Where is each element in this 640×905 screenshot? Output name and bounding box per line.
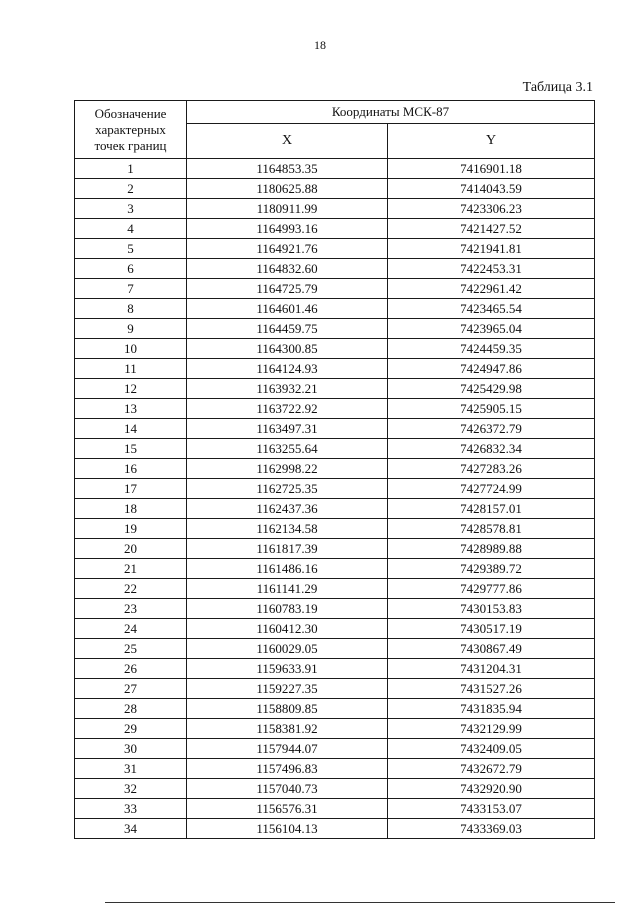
table-body (75, 159, 595, 839)
cell-point-id: 9 (75, 319, 187, 339)
table-row (75, 439, 595, 459)
cell-y: 7423306.23 (388, 199, 595, 219)
cell-point-id: 2 (75, 179, 187, 199)
cell-x: 1164993.16 (187, 219, 388, 239)
table-row (75, 579, 595, 599)
cell-point-id: 18 (75, 499, 187, 519)
coordinates-table (74, 100, 595, 839)
table-row (75, 779, 595, 799)
cell-x: 1180625.88 (187, 179, 388, 199)
cell-y: 7421941.81 (388, 239, 595, 259)
cell-y: 7424459.35 (388, 339, 595, 359)
header-designation-line-1: Обозначение (94, 105, 167, 121)
cell-x: 1157496.83 (187, 759, 388, 779)
cell-x: 1160029.05 (187, 639, 388, 659)
cell-point-id: 5 (75, 239, 187, 259)
cell-x: 1164725.79 (187, 279, 388, 299)
table-row (75, 639, 595, 659)
cell-x: 1158381.92 (187, 719, 388, 739)
cell-y: 7432129.99 (388, 719, 595, 739)
cell-x: 1161486.16 (187, 559, 388, 579)
cell-y: 7425429.98 (388, 379, 595, 399)
cell-y: 7428157.01 (388, 499, 595, 519)
cell-x: 1164459.75 (187, 319, 388, 339)
cell-point-id: 23 (75, 599, 187, 619)
table-row (75, 339, 595, 359)
cell-x: 1180911.99 (187, 199, 388, 219)
table-row (75, 239, 595, 259)
table-header (75, 101, 595, 159)
table-row (75, 619, 595, 639)
cell-y: 7423465.54 (388, 299, 595, 319)
cell-x: 1162134.58 (187, 519, 388, 539)
table-row (75, 399, 595, 419)
table-row (75, 319, 595, 339)
cell-x: 1164921.76 (187, 239, 388, 259)
cell-point-id: 8 (75, 299, 187, 319)
table-row (75, 379, 595, 399)
table-row (75, 759, 595, 779)
cell-point-id: 16 (75, 459, 187, 479)
table-row (75, 559, 595, 579)
cell-y: 7416901.18 (388, 159, 595, 179)
cell-y: 7425905.15 (388, 399, 595, 419)
table-row (75, 299, 595, 319)
cell-x: 1163497.31 (187, 419, 388, 439)
cell-y: 7426832.34 (388, 439, 595, 459)
cell-y: 7427724.99 (388, 479, 595, 499)
cell-y: 7427283.26 (388, 459, 595, 479)
cell-point-id: 26 (75, 659, 187, 679)
table-row (75, 799, 595, 819)
table-caption: Таблица 3.1 (522, 80, 593, 95)
cell-point-id: 30 (75, 739, 187, 759)
cell-point-id: 19 (75, 519, 187, 539)
cell-x: 1158809.85 (187, 699, 388, 719)
cell-x: 1162998.22 (187, 459, 388, 479)
cell-x: 1160412.30 (187, 619, 388, 639)
table-row (75, 259, 595, 279)
cell-y: 7430867.49 (388, 639, 595, 659)
cell-x: 1163932.21 (187, 379, 388, 399)
cell-x: 1157040.73 (187, 779, 388, 799)
table-row (75, 599, 595, 619)
cell-y: 7414043.59 (388, 179, 595, 199)
cell-point-id: 10 (75, 339, 187, 359)
table-row (75, 719, 595, 739)
table-row (75, 159, 595, 179)
cell-x: 1161141.29 (187, 579, 388, 599)
header-designation-line-3: точек границ (94, 137, 167, 153)
cell-y: 7431835.94 (388, 699, 595, 719)
table-row (75, 219, 595, 239)
header-x: X (187, 124, 388, 159)
cell-y: 7432672.79 (388, 759, 595, 779)
table-row (75, 659, 595, 679)
cell-point-id: 29 (75, 719, 187, 739)
cell-point-id: 24 (75, 619, 187, 639)
table-row (75, 499, 595, 519)
cell-point-id: 34 (75, 819, 187, 839)
table-row (75, 419, 595, 439)
cell-point-id: 14 (75, 419, 187, 439)
table-row (75, 739, 595, 759)
cell-point-id: 3 (75, 199, 187, 219)
table-row (75, 699, 595, 719)
table-row (75, 199, 595, 219)
cell-y: 7422961.42 (388, 279, 595, 299)
cell-x: 1159633.91 (187, 659, 388, 679)
table-row (75, 479, 595, 499)
cell-y: 7432409.05 (388, 739, 595, 759)
table-row (75, 519, 595, 539)
table-row (75, 459, 595, 479)
cell-x: 1162725.35 (187, 479, 388, 499)
cell-y: 7431527.26 (388, 679, 595, 699)
cell-point-id: 12 (75, 379, 187, 399)
table-row (75, 679, 595, 699)
cell-point-id: 25 (75, 639, 187, 659)
cell-y: 7433369.03 (388, 819, 595, 839)
header-designation-line-2: характерных (95, 121, 166, 137)
cell-x: 1161817.39 (187, 539, 388, 559)
cell-point-id: 31 (75, 759, 187, 779)
cell-y: 7432920.90 (388, 779, 595, 799)
cell-y: 7421427.52 (388, 219, 595, 239)
cell-point-id: 28 (75, 699, 187, 719)
table-row (75, 819, 595, 839)
cell-point-id: 17 (75, 479, 187, 499)
cell-point-id: 1 (75, 159, 187, 179)
cell-y: 7424947.86 (388, 359, 595, 379)
cell-y: 7422453.31 (388, 259, 595, 279)
cell-point-id: 32 (75, 779, 187, 799)
cell-y: 7428989.88 (388, 539, 595, 559)
cell-y: 7429777.86 (388, 579, 595, 599)
page-number: 18 (314, 38, 326, 52)
cell-x: 1164601.46 (187, 299, 388, 319)
cell-x: 1157944.07 (187, 739, 388, 759)
cell-y: 7423965.04 (388, 319, 595, 339)
cell-point-id: 4 (75, 219, 187, 239)
cell-y: 7430153.83 (388, 599, 595, 619)
cell-x: 1156104.13 (187, 819, 388, 839)
cell-point-id: 6 (75, 259, 187, 279)
cell-point-id: 33 (75, 799, 187, 819)
header-coordinates-group: Координаты МСК-87 (187, 101, 595, 124)
cell-point-id: 7 (75, 279, 187, 299)
cell-x: 1159227.35 (187, 679, 388, 699)
cell-y: 7426372.79 (388, 419, 595, 439)
cell-x: 1162437.36 (187, 499, 388, 519)
cell-x: 1164124.93 (187, 359, 388, 379)
table-row (75, 179, 595, 199)
header-y: Y (388, 124, 595, 159)
cell-y: 7429389.72 (388, 559, 595, 579)
cell-x: 1156576.31 (187, 799, 388, 819)
cell-y: 7433153.07 (388, 799, 595, 819)
cell-point-id: 21 (75, 559, 187, 579)
scan-edge-line (105, 902, 615, 903)
cell-x: 1163255.64 (187, 439, 388, 459)
cell-point-id: 13 (75, 399, 187, 419)
cell-x: 1164832.60 (187, 259, 388, 279)
cell-point-id: 20 (75, 539, 187, 559)
header-designation (75, 101, 187, 159)
cell-point-id: 22 (75, 579, 187, 599)
cell-x: 1164300.85 (187, 339, 388, 359)
cell-y: 7431204.31 (388, 659, 595, 679)
cell-x: 1160783.19 (187, 599, 388, 619)
cell-point-id: 11 (75, 359, 187, 379)
cell-y: 7430517.19 (388, 619, 595, 639)
cell-x: 1163722.92 (187, 399, 388, 419)
table-row (75, 539, 595, 559)
cell-x: 1164853.35 (187, 159, 388, 179)
table-row (75, 279, 595, 299)
cell-point-id: 15 (75, 439, 187, 459)
cell-y: 7428578.81 (388, 519, 595, 539)
table-row (75, 359, 595, 379)
cell-point-id: 27 (75, 679, 187, 699)
